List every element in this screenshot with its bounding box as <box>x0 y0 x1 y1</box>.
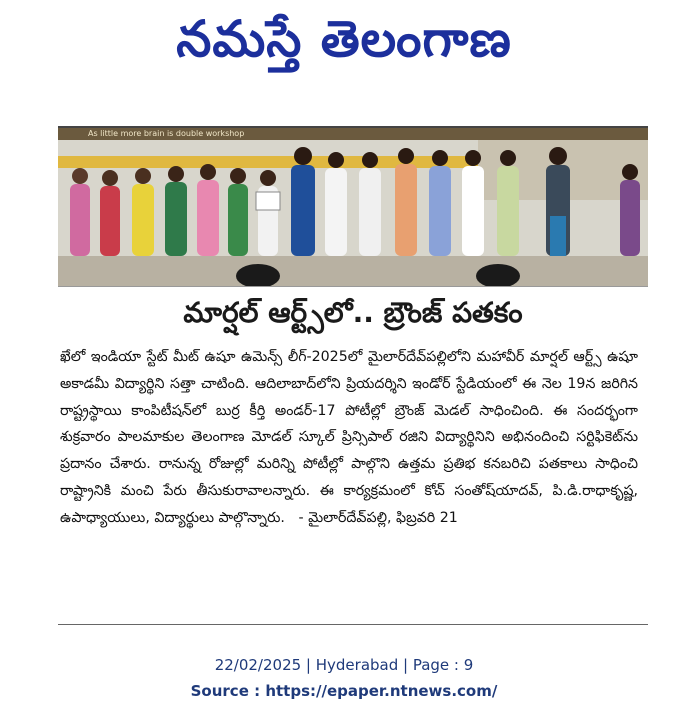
footer-source-line: Source : https://epaper.ntnews.com/ <box>190 682 498 700</box>
news-photo <box>58 126 648 287</box>
headline-text: మార్షల్ ఆర్ట్స్‌లో.. బ్రౌంజ్ పతకం <box>183 296 523 329</box>
article-body <box>60 344 638 606</box>
bottom-rule <box>58 624 648 625</box>
group-photo-illustration <box>58 126 648 286</box>
footer-date-line: 22/02/2025 | Hyderabad | Page : 9 <box>214 656 474 674</box>
page-footer <box>0 652 688 704</box>
newspaper-masthead <box>0 0 688 80</box>
article-headline <box>58 290 648 336</box>
article-text: ఖేలో ఇండియా స్టేట్ మీట్ ఉషూ ఉమెన్స్ లీగ్-2025లో మైలార్‌దేవ్‌పల్లిలోని మహావీర్ మార్షల్ ఆర్ట్స్ ఉషూ అకాడమీ విద్యార్థిని సత్తా చాటింది. ఆదిలాబాద్‌లోని ప్రియదర్శిని ఇండోర్ స్టేడియంలో ఈ నెల 19న జరిగిన రాష్ట్రస్థాయి కాంపిటీషన్‌లో బుర్ర కీర్తి అండర్-17 పోటీల్లో బ్రౌంజ్ మెడల్ సాధించింది. ఈ సందర్భంగా శుక్రవారం పాలమాకుల తెలంగాణ మోడల్ స్కూల్ ప్రిన్సిపాల్ రజిని విద్యార్థినిని అభినందించి సర్టిఫికెట్‌ను ప్రదానం చేశారు. రానున్న రోజుల్లో మరిన్ని పోటీల్లో పాల్గొని ఉత్తమ ప్రతిభ కనబరిచి పతకాలు సాధించి రాష్ట్రానికి మంచి పేరు తీసుకురావాలన్నారు. ఈ కార్యక్రమంలో కోచ్ సంతోష్‌యాదవ్, పి.డి.రాధాకృష్ణ, ఉపాధ్యాయులు, విద్యార్థులు పాల్గొన్నారు. <box>60 349 638 526</box>
photo-banner-text: As little more brain is double workshop <box>88 129 245 138</box>
top-rule <box>58 126 648 128</box>
article-dateline: - మైలార్‌దేవ్‌పల్లి, ఫిబ్రవరి 21 <box>298 509 458 526</box>
newspaper-title: నమస్తే తెలంగాణ <box>176 9 512 68</box>
article-paragraph <box>60 344 638 532</box>
